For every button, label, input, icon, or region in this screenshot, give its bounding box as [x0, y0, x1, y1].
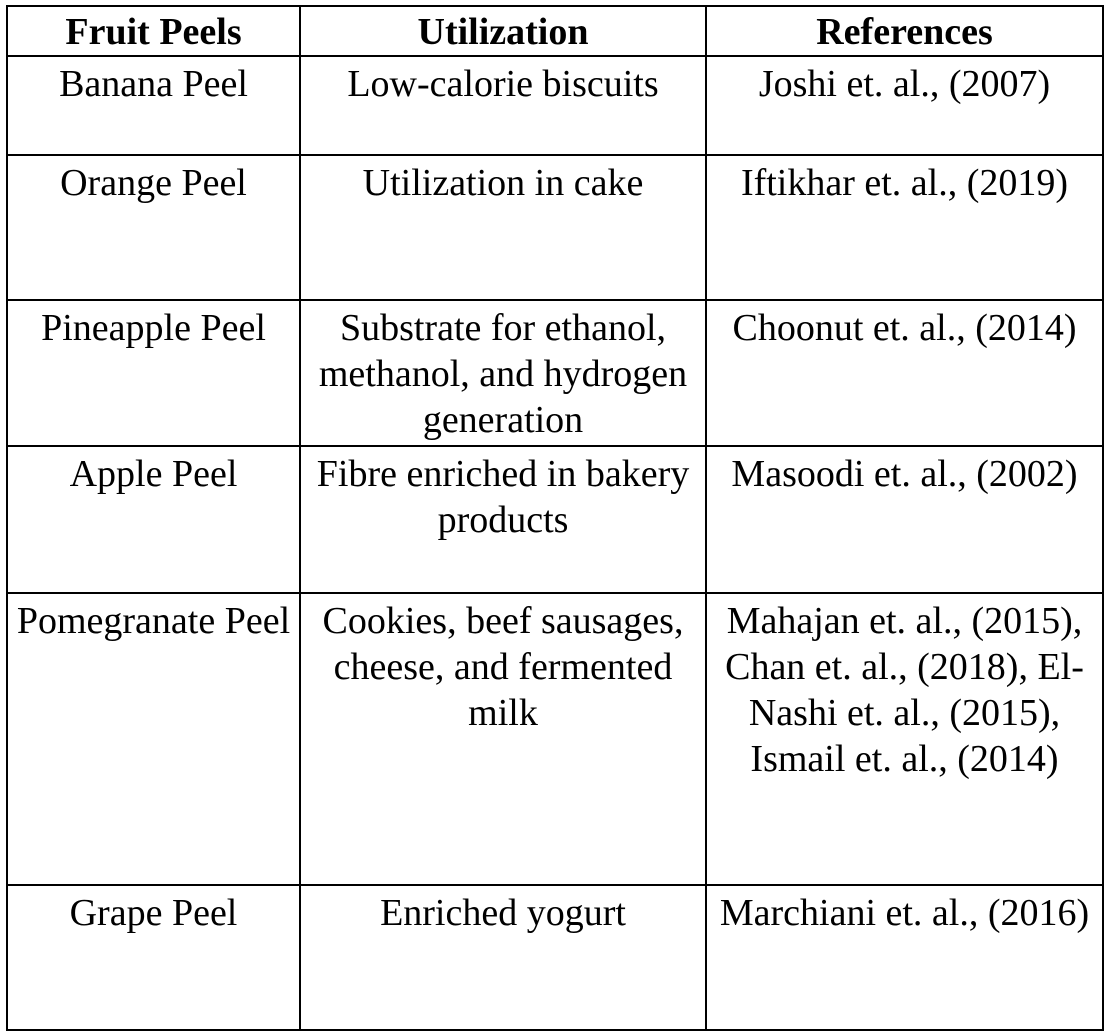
table-row — [7, 155, 1103, 300]
header-references: References — [706, 6, 1103, 56]
cell-references: Marchiani et. al., (2016) — [706, 885, 1103, 1030]
cell-utilization: Substrate for ethanol, methanol, and hydrogen generation — [300, 300, 706, 446]
table-row — [7, 885, 1103, 1030]
cell-fruit: Grape Peel — [7, 885, 300, 1030]
cell-references: Choonut et. al., (2014) — [706, 300, 1103, 446]
cell-fruit: Banana Peel — [7, 56, 300, 155]
header-utilization: Utilization — [300, 6, 706, 56]
cell-references: Mahajan et. al., (2015), Chan et. al., (2018), El-Nashi et. al., (2015), Ismail et. al., (2014) — [706, 593, 1103, 885]
cell-fruit: Pineapple Peel — [7, 300, 300, 446]
cell-references: Masoodi et. al., (2002) — [706, 446, 1103, 593]
cell-references: Iftikhar et. al., (2019) — [706, 155, 1103, 300]
cell-utilization: Fibre enriched in bakery products — [300, 446, 706, 593]
cell-utilization: Enriched yogurt — [300, 885, 706, 1030]
table-header — [7, 6, 1103, 56]
cell-fruit: Apple Peel — [7, 446, 300, 593]
fruit-peel-utilization-table — [6, 5, 1104, 1031]
cell-utilization: Utilization in cake — [300, 155, 706, 300]
table-row — [7, 56, 1103, 155]
table-row — [7, 593, 1103, 885]
cell-utilization: Cookies, beef sausages, cheese, and fermented milk — [300, 593, 706, 885]
table-body — [7, 56, 1103, 1030]
header-fruit-peels: Fruit Peels — [7, 6, 300, 56]
table-row — [7, 446, 1103, 593]
cell-fruit: Orange Peel — [7, 155, 300, 300]
header-row — [7, 6, 1103, 56]
cell-references: Joshi et. al., (2007) — [706, 56, 1103, 155]
table-row — [7, 300, 1103, 446]
cell-fruit: Pomegranate Peel — [7, 593, 300, 885]
cell-utilization: Low-calorie biscuits — [300, 56, 706, 155]
